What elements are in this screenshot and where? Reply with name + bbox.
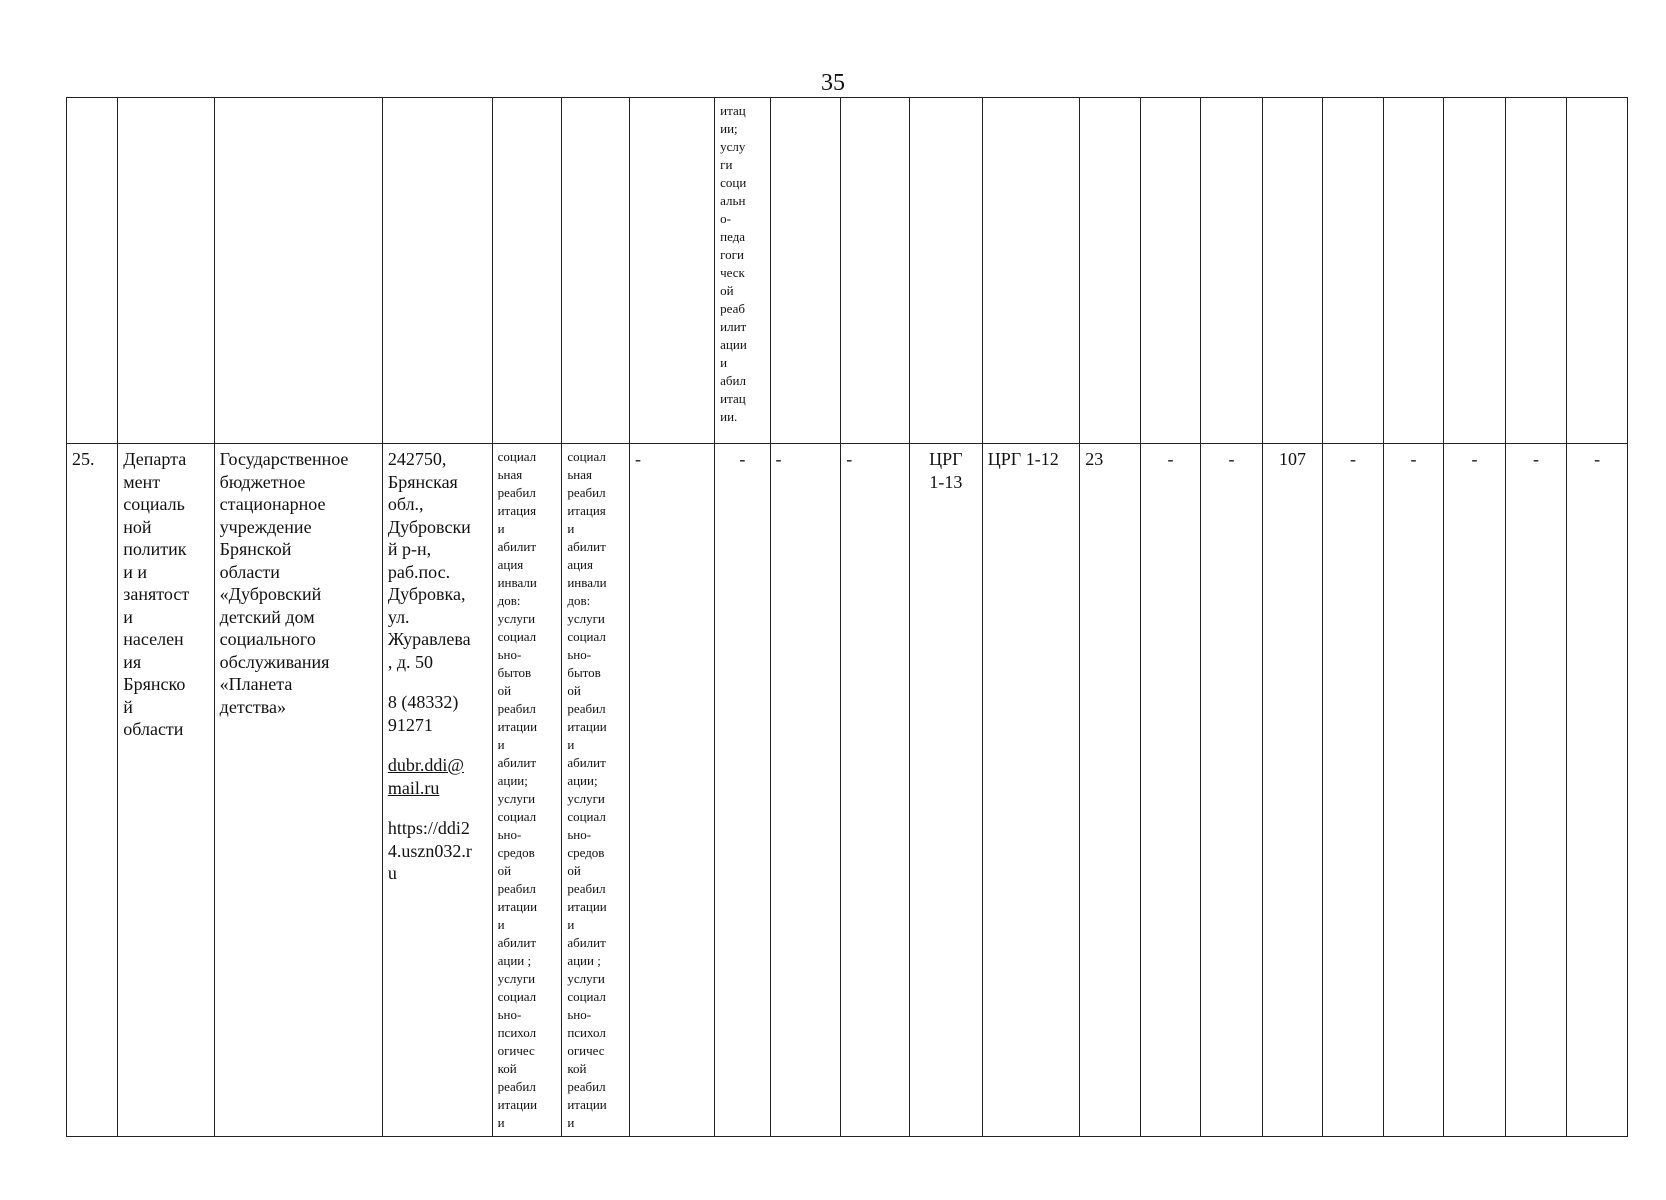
website-link[interactable]: https://ddi2 4.uszn032.r u <box>387 818 472 883</box>
cell-crg-1: ЦРГ 1-13 <box>909 444 982 1137</box>
cell-empty <box>1140 98 1201 444</box>
cell-row-number: 25. <box>67 444 118 1137</box>
registry-table <box>66 97 1628 1137</box>
cell-empty <box>1505 98 1567 444</box>
cell-col21: - <box>1567 444 1628 1137</box>
cell-empty <box>770 98 841 444</box>
cell-empty <box>909 98 982 444</box>
cell-empty <box>1262 98 1323 444</box>
cell-empty <box>1323 98 1384 444</box>
cell-empty <box>841 98 910 444</box>
cell-col15: - <box>1201 444 1263 1137</box>
table-row-continued <box>67 98 1628 444</box>
cell-services-2: социал ьная реабил итация и абилит ация инвали дов: услуги социал ьно- бытов ой реабил итации и абилит ации; услуги социал ьно- средов ой реабил итации и абилит ации ; услуги социал ьно- психол огичес кой реабил итации и <box>562 444 630 1137</box>
cell-department: Департа мент социаль ной политик и и занятост и населен ия Брянско й области <box>118 444 214 1137</box>
cell-capacity: 107 <box>1262 444 1323 1137</box>
cell-empty <box>1444 98 1506 444</box>
cell-empty <box>1383 98 1444 444</box>
cell-empty <box>630 98 715 444</box>
cell-col17: - <box>1323 444 1384 1137</box>
cell-col18: - <box>1383 444 1444 1137</box>
cell-col10: - <box>841 444 910 1137</box>
cell-empty <box>67 98 118 444</box>
cell-contacts <box>382 444 492 1137</box>
cell-services-1: социал ьная реабил итация и абилит ация инвали дов: услуги социал ьно- бытов ой реабил итации и абилит ации; услуги социал ьно- средов ой реабил итации и абилит ации ; услуги социал ьно- психол огичес кой реабил итации и <box>492 444 562 1137</box>
cell-empty <box>492 98 562 444</box>
phone: 8 (48332) 91271 <box>387 692 459 735</box>
cell-empty <box>1567 98 1628 444</box>
address: 242750, Брянская обл., Дубровски й р-н, раб.пос. Дубровка, ул. Журавлева , д. 50 <box>387 449 471 672</box>
cell-col19: - <box>1444 444 1506 1137</box>
cell-empty <box>118 98 214 444</box>
cell-empty <box>982 98 1079 444</box>
cell-col20: - <box>1505 444 1567 1137</box>
cell-empty <box>214 98 382 444</box>
cell-institution: Государственное бюджетное стационарное учреждение Брянской области «Дубровский детский дом социального обслуживания «Планета детства» <box>214 444 382 1137</box>
cell-col8: - <box>715 444 770 1137</box>
page-number: 35 <box>821 70 845 96</box>
cell-empty <box>1201 98 1263 444</box>
cell-empty <box>382 98 492 444</box>
cell-crg-2: ЦРГ 1-12 <box>982 444 1079 1137</box>
table-row-25 <box>67 444 1628 1137</box>
cell-continuation-text: итац ии; услу ги соци альн о- педа гоги ческ ой реаб илит ации и абил итац ии. <box>715 98 770 444</box>
email-link[interactable]: dubr.ddi@ mail.ru <box>387 755 464 798</box>
cell-col9: - <box>770 444 841 1137</box>
cell-count: 23 <box>1080 444 1141 1137</box>
cell-col7: - <box>630 444 715 1137</box>
cell-empty <box>562 98 630 444</box>
cell-empty <box>1080 98 1141 444</box>
cell-col14: - <box>1140 444 1201 1137</box>
